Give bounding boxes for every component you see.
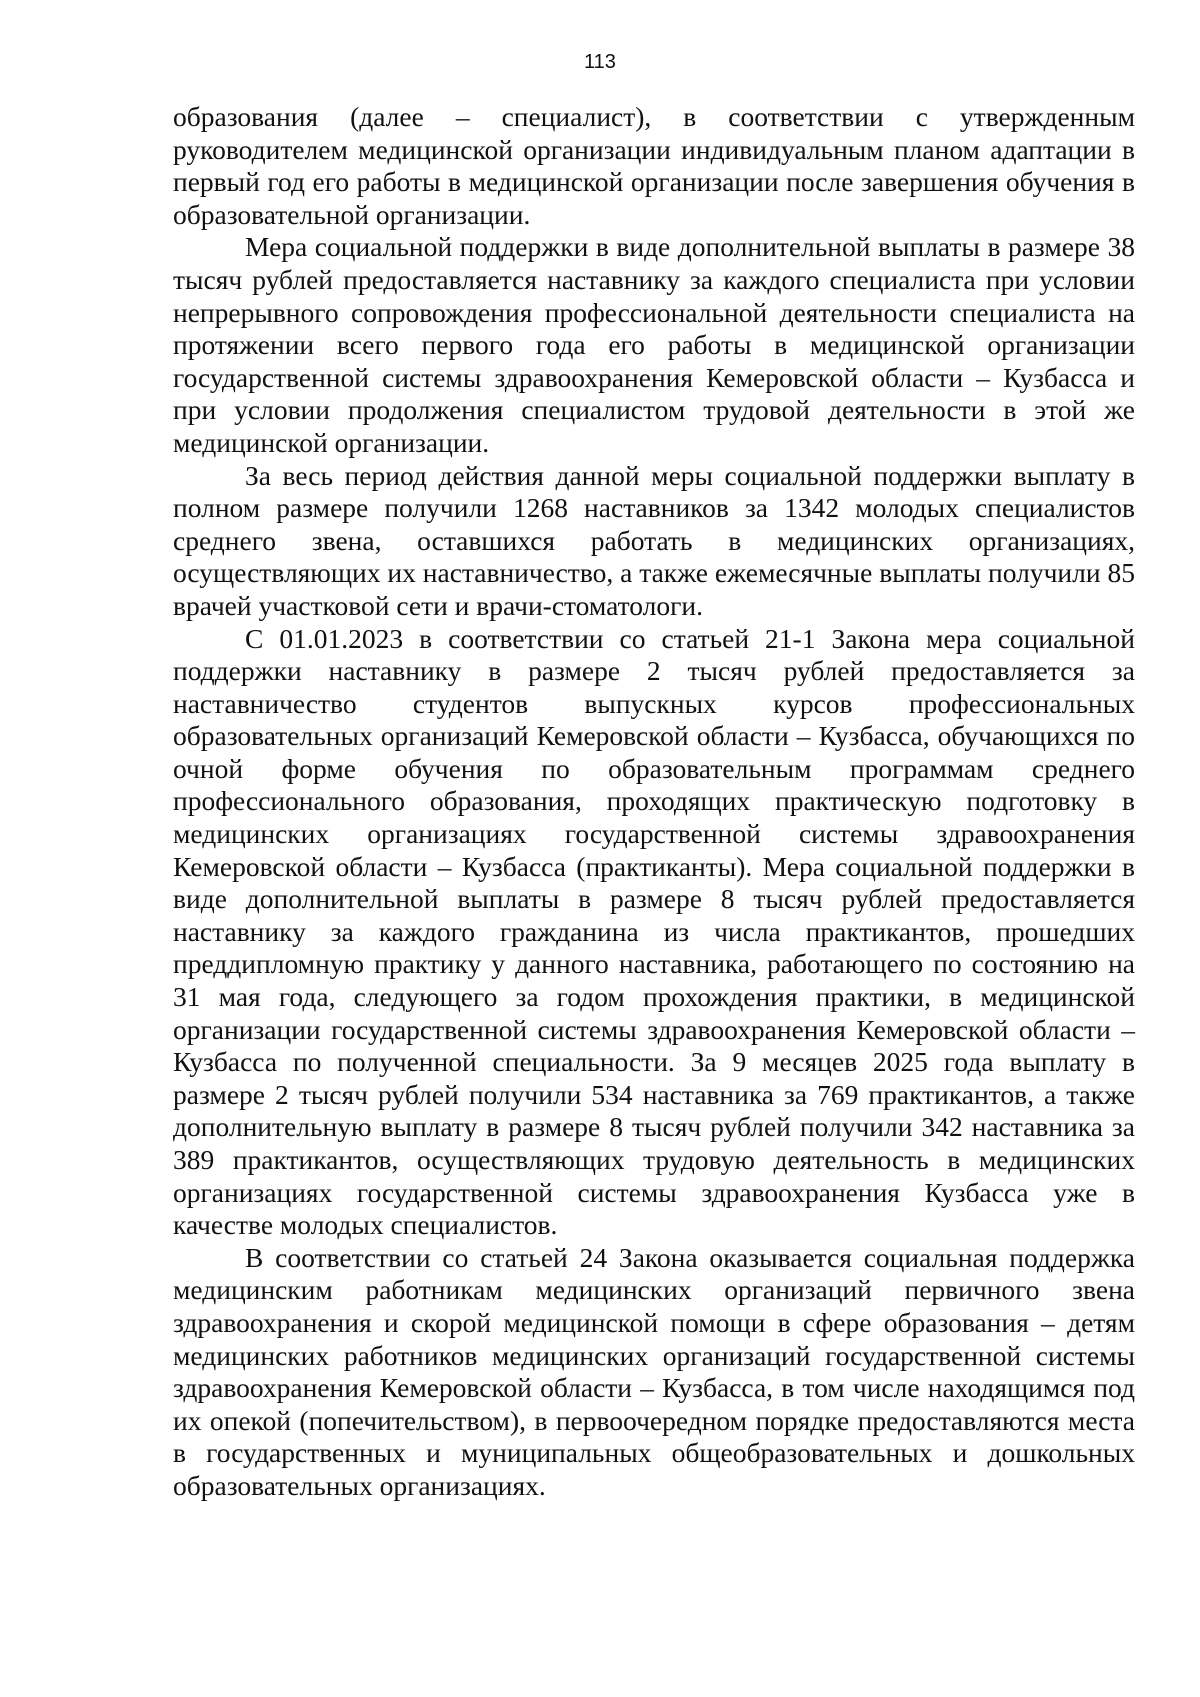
paragraph-4: С 01.01.2023 в соответствии со статьей 21-1 Закона мера социальной поддержки наставнику в размере 2 тысяч рублей предоставляется за наставничество студентов выпускных курсов профессиональных образовательных организаций Кемеровской области – Кузбасса, обучающихся по очной форме обучения по образовательным программам среднего профессионального образования, проходящих практическую подготовку в медицинских организациях государственной системы здравоохранения Кемеровской области – Кузбасса (практиканты). Мера социальной поддержки в виде дополнительной выплаты в размере 8 тысяч рублей предоставляется наставнику за каждого гражданина из числа практикантов, прошедших преддипломную практику у данного наставника, работающего по состоянию на 31 мая года, следующего за годом прохождения практики, в медицинской организации государственной системы здравоохранения Кемеровской области – Кузбасса по полученной специальности. За 9 месяцев 2025 года выплату в размере 2 тысяч рублей получили 534 наставника за 769 практикантов, а также дополнительную выплату в размере 8 тысяч рублей получили 342 наставника за 389 практикантов, осуществляющих трудовую деятельность в медицинских организациях государственной системы здравоохранения Кузбасса уже в качестве молодых специалистов. [173, 622, 1135, 1241]
paragraph-3: За весь период действия данной меры социальной поддержки выплату в полном размере получили 1268 наставников за 1342 молодых специалистов среднего звена, оставшихся работать в медицинских организациях, осуществляющих их наставничество, а также ежемесячные выплаты получили 85 врачей участковой сети и врачи-стоматологи. [173, 459, 1135, 621]
paragraph-1: образования (далее – специалист), в соответствии с утвержденным руководителем медицинской организации индивидуальным планом адаптации в первый год его работы в медицинской организации после завершения обучения в образовательной организации. [173, 101, 1135, 230]
page-number: 113 [584, 51, 616, 73]
document-body [173, 101, 1135, 1503]
paragraph-2: Мера социальной поддержки в виде дополнительной выплаты в размере 38 тысяч рублей предоставляется наставнику за каждого специалиста при условии непрерывного сопровождения профессиональной деятельности специалиста на протяжении всего первого года его работы в медицинской организации государственной системы здравоохранения Кемеровской области – Кузбасса и при условии продолжения специалистом трудовой деятельности в этой же медицинской организации. [173, 231, 1135, 458]
paragraph-5: В соответствии со статьей 24 Закона оказывается социальная поддержка медицинским работникам медицинских организаций первичного звена здравоохранения и скорой медицинской помощи в сфере образования – детям медицинских работников медицинских организаций государственной системы здравоохранения Кемеровской области – Кузбасса, в том числе находящимся под их опекой (попечительством), в первоочередном порядке предоставляются места в государственных и муниципальных общеобразовательных и дошкольных образовательных организациях. [173, 1241, 1135, 1501]
